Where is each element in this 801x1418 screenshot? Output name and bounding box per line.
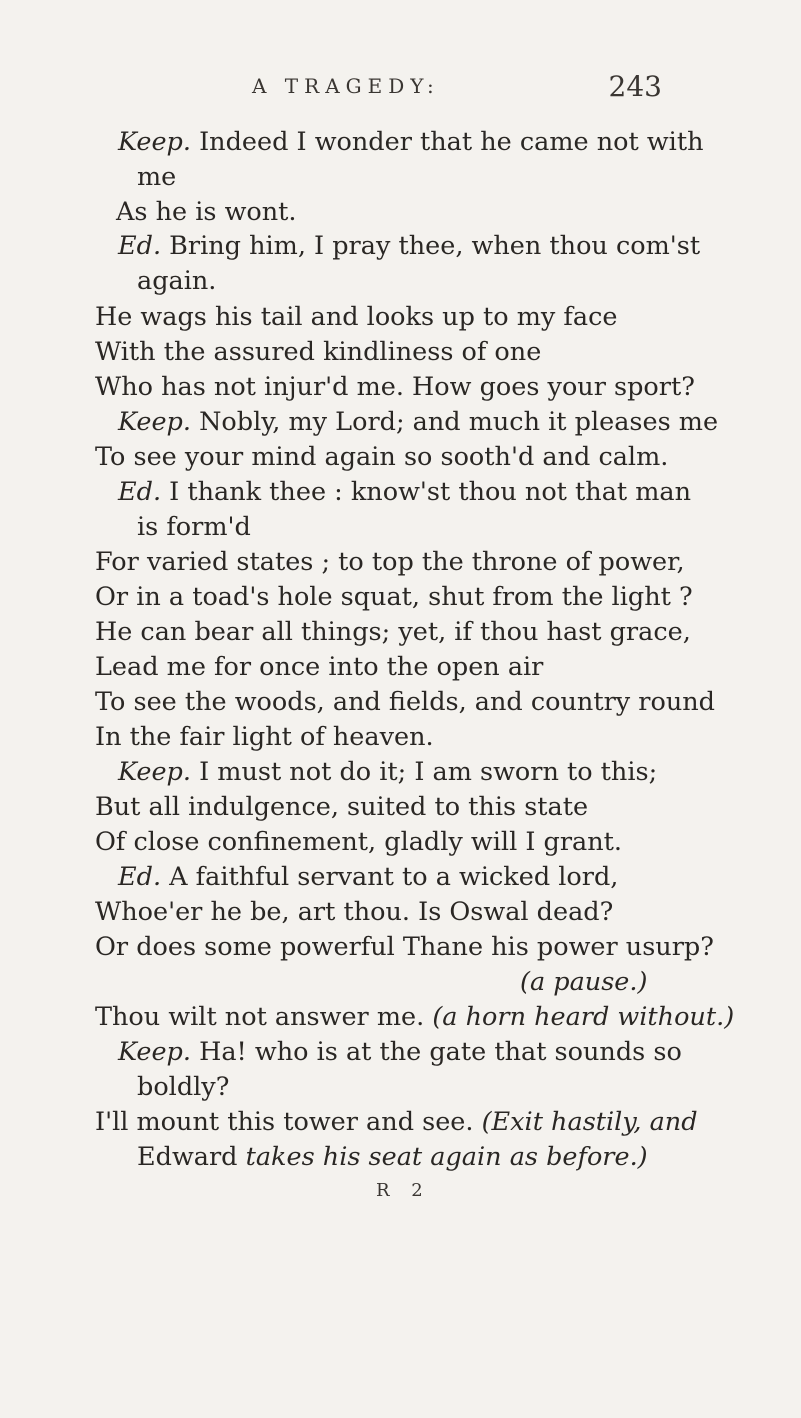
line-text: For varied states ; to top the throne of power, <box>95 547 685 577</box>
stage-direction: (Exit hastily, and <box>481 1107 698 1137</box>
line-text: Ha! who is at the gate that sounds so <box>190 1037 682 1067</box>
page-header <box>252 64 662 104</box>
line-text: With the assured kindliness of one <box>95 337 542 367</box>
text-line <box>95 932 714 964</box>
line-text: To see your mind again so sooth'd and calm. <box>95 442 669 472</box>
text-line <box>118 127 704 159</box>
speaker-name: Ed. <box>118 477 162 507</box>
line-text: Bring him, I pray thee, when thou com'st <box>161 231 701 261</box>
line-text: boldly? <box>137 1072 230 1102</box>
line-text: Edward <box>137 1142 246 1172</box>
text-line <box>137 1072 229 1104</box>
line-text: A faithful servant to a wicked lord, <box>161 862 619 892</box>
speaker-name: Ed. <box>118 231 162 261</box>
line-text: To see the woods, and fields, and country round <box>95 687 716 717</box>
line-text: As he is wont. <box>116 197 297 227</box>
text-line <box>95 1002 734 1034</box>
text-line <box>95 442 668 474</box>
text-line <box>118 407 718 439</box>
line-text: is form'd <box>137 512 251 542</box>
page-number: 243 <box>608 70 662 103</box>
text-line <box>116 197 297 229</box>
text-line <box>95 722 434 754</box>
line-text: again. <box>137 266 217 296</box>
speaker-name: Keep. <box>118 127 191 157</box>
line-text: He wags his tail and looks up to my face <box>95 302 618 332</box>
text-line <box>137 512 251 544</box>
text-line <box>118 862 618 894</box>
line-text: Indeed I wonder that he came not with <box>190 127 704 157</box>
stage-direction: (a pause.) <box>520 967 648 997</box>
text-line <box>95 897 613 929</box>
text-line <box>95 547 685 579</box>
text-line <box>95 302 617 334</box>
text-line <box>95 792 588 824</box>
line-text: He can bear all things; yet, if thou hast grace, <box>95 617 691 647</box>
line-text: me <box>137 162 177 192</box>
line-text: I'll mount this tower and see. <box>95 1107 482 1137</box>
text-line <box>137 1142 648 1174</box>
text-line <box>118 757 657 789</box>
text-line <box>118 477 691 509</box>
line-text: Or does some powerful Thane his power usurp? <box>95 932 714 962</box>
line-text: Of close confinement, gladly will I grant. <box>95 827 622 857</box>
line-text: In the fair light of heaven. <box>95 722 434 752</box>
line-text: Thou wilt not answer me. <box>95 1002 433 1032</box>
line-text: Who has not injur'd me. How goes your sport? <box>95 372 695 402</box>
line-text: Lead me for once into the open air <box>95 652 544 682</box>
text-line <box>118 1037 682 1069</box>
line-text: Whoe'er he be, art thou. Is Oswal dead? <box>95 897 614 927</box>
text-line <box>95 372 695 404</box>
line-text: Nobly, my Lord; and much it pleases me <box>190 407 719 437</box>
line-text: But all indulgence, suited to this state <box>95 792 589 822</box>
text-line <box>137 266 216 298</box>
speaker-name: Ed. <box>118 862 162 892</box>
text-line <box>95 652 543 684</box>
text-line <box>95 687 715 719</box>
stage-direction: takes his seat again as before.) <box>245 1142 648 1172</box>
text-line <box>95 1107 698 1139</box>
speaker-name: Keep. <box>118 757 191 787</box>
speaker-name: Keep. <box>118 407 191 437</box>
text-line <box>95 337 541 369</box>
line-text: I thank thee : know'st thou not that man <box>161 477 692 507</box>
text-line <box>95 617 691 649</box>
text-line <box>95 582 693 614</box>
text-line <box>95 827 622 859</box>
text-line <box>137 162 176 194</box>
line-text: Or in a toad's hole squat, shut from the light ? <box>95 582 693 612</box>
line-text: I must not do it; I am sworn to this; <box>190 757 658 787</box>
text-line <box>520 967 647 999</box>
running-head: A TRAGEDY: <box>252 74 440 98</box>
signature-mark: R 2 <box>376 1180 431 1201</box>
stage-direction: (a horn heard without.) <box>432 1002 735 1032</box>
text-line <box>118 231 700 263</box>
speaker-name: Keep. <box>118 1037 191 1067</box>
